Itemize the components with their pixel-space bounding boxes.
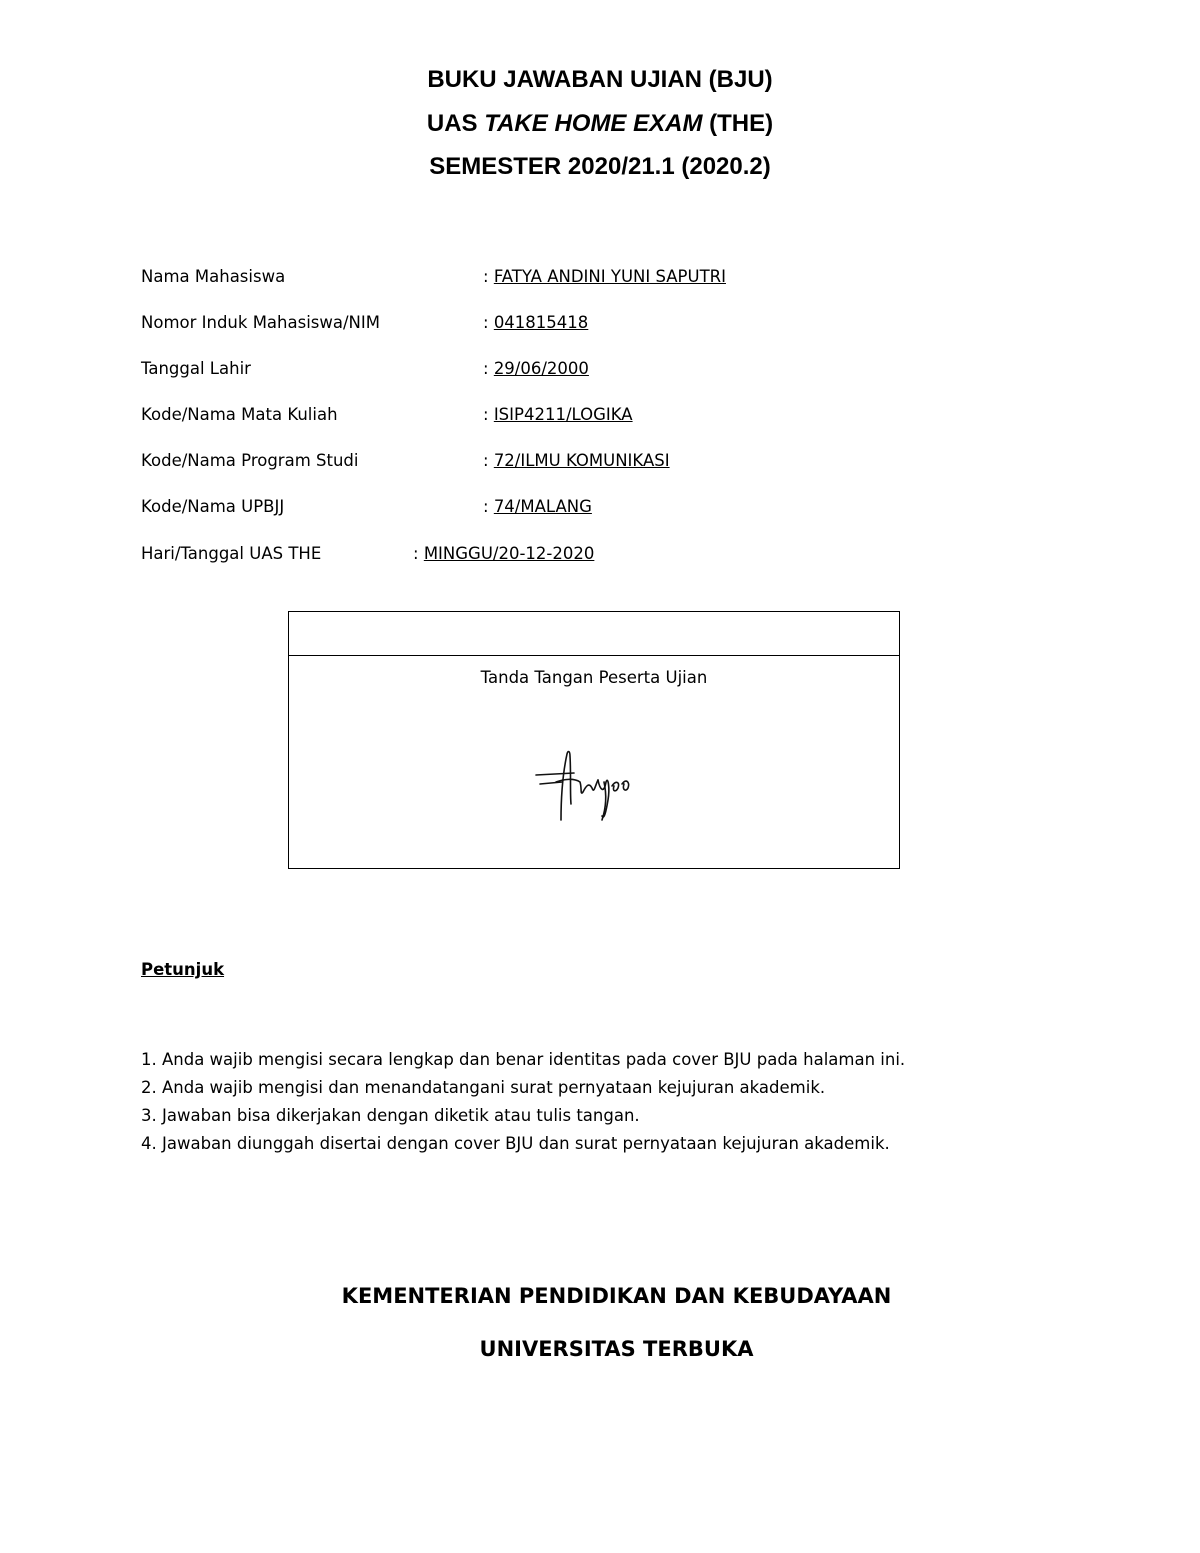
field-value-text: 29/06/2000 — [493, 359, 589, 378]
title-line2-prefix: UAS — [426, 110, 485, 137]
field-colon: : — [413, 544, 424, 563]
field-value-mata-kuliah — [483, 405, 633, 425]
field-colon: : — [483, 267, 494, 286]
signature-box — [288, 611, 900, 869]
field-label-program-studi: Kode/Nama Program Studi — [141, 451, 359, 470]
field-value-text: 72/ILMU KOMUNIKASI — [493, 451, 670, 470]
field-value-text: ISIP4211/LOGIKA — [493, 405, 633, 424]
field-label-nama: Nama Mahasiswa — [141, 267, 286, 286]
university-name: UNIVERSITAS TERBUKA — [479, 1337, 754, 1361]
title-line2-italic: TAKE HOME EXAM — [484, 110, 703, 137]
field-value-tanggal-lahir — [483, 359, 589, 379]
signature-caption: Tanda Tangan Peserta Ujian — [480, 668, 708, 687]
field-value-text: MINGGU/20-12-2020 — [423, 544, 595, 563]
field-colon: : — [483, 451, 494, 470]
doc-title-line2 — [0, 110, 1200, 138]
handwritten-signature — [534, 742, 654, 827]
field-colon: : — [483, 313, 494, 332]
instruction-item-4: 4. Jawaban diunggah disertai dengan cover BJU dan surat pernyataan kejujuran akademik. — [141, 1134, 890, 1153]
doc-title-line1: BUKU JAWABAN UJIAN (BJU) — [427, 66, 773, 93]
signature-box-divider — [289, 655, 899, 656]
field-colon: : — [483, 497, 494, 516]
title-line2-suffix: (THE) — [702, 110, 774, 137]
instruction-item-3: 3. Jawaban bisa dikerjakan dengan diketik atau tulis tangan. — [141, 1106, 640, 1125]
field-value-program-studi — [483, 451, 670, 471]
field-value-text: 74/MALANG — [493, 497, 592, 516]
field-label-mata-kuliah: Kode/Nama Mata Kuliah — [141, 405, 338, 424]
field-value-nama — [483, 267, 726, 287]
field-value-text: FATYA ANDINI YUNI SAPUTRI — [493, 267, 726, 286]
field-colon: : — [483, 359, 494, 378]
field-label-tanggal-lahir: Tanggal Lahir — [141, 359, 251, 378]
ministry-name: KEMENTERIAN PENDIDIKAN DAN KEBUDAYAAN — [341, 1284, 892, 1308]
field-value-upbjj — [483, 497, 592, 517]
doc-title-line3: SEMESTER 2020/21.1 (2020.2) — [429, 153, 771, 180]
instruction-item-1: 1. Anda wajib mengisi secara lengkap dan benar identitas pada cover BJU pada halaman ini. — [141, 1050, 906, 1069]
field-colon: : — [483, 405, 494, 424]
field-value-hari-tanggal — [413, 544, 594, 564]
instructions-title: Petunjuk — [141, 960, 225, 979]
field-value-nim — [483, 313, 588, 333]
field-label-upbjj: Kode/Nama UPBJJ — [141, 497, 285, 516]
field-label-hari-tanggal: Hari/Tanggal UAS THE — [141, 544, 322, 563]
field-value-text: 041815418 — [493, 313, 589, 332]
instruction-item-2: 2. Anda wajib mengisi dan menandatangani surat pernyataan kejujuran akademik. — [141, 1078, 826, 1097]
field-label-nim: Nomor Induk Mahasiswa/NIM — [141, 313, 380, 332]
